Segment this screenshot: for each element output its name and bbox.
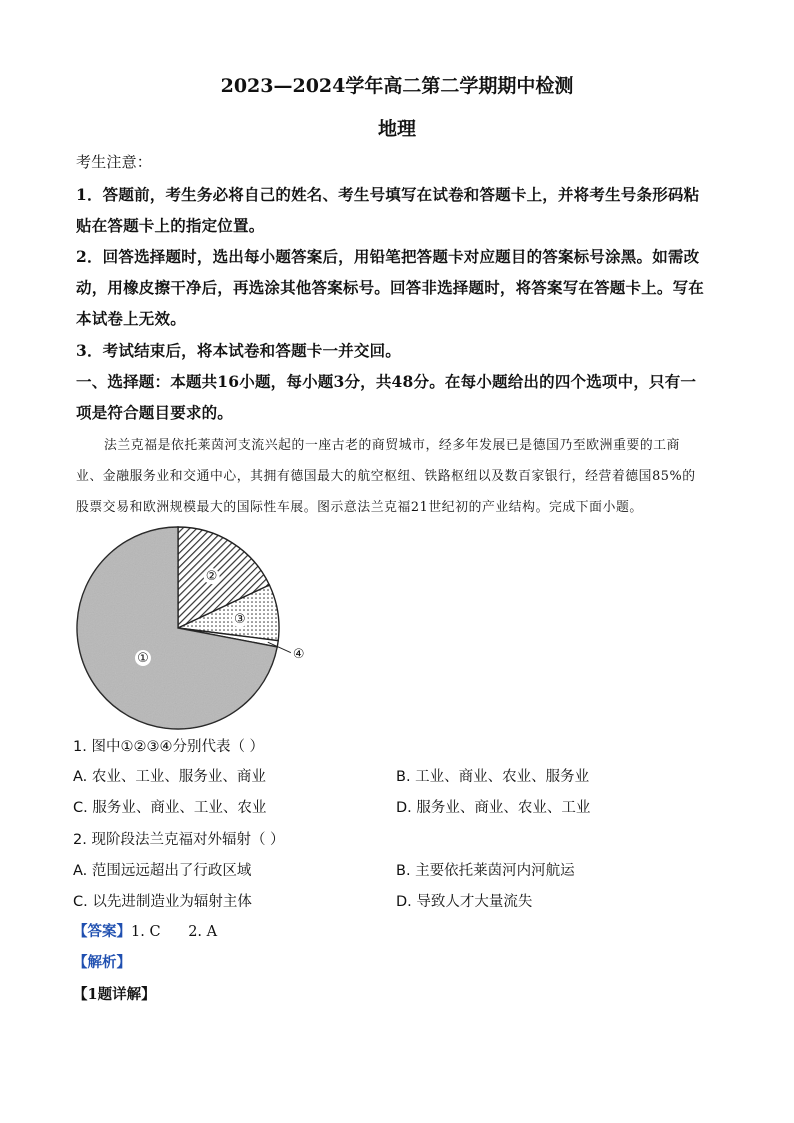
section-1-heading: 一、选择题：本题共16小题，每小题3分，共48分。在每小题给出的四个选项中，只有一 (76, 372, 697, 391)
page-title: 2023—2024学年高二第二学期期中检测 (220, 75, 574, 97)
passage-line-2: 业、金融服务业和交通中心，其拥有德国最大的航空枢纽、铁路枢纽以及数百家银行，经营着德国85%的 (76, 469, 696, 484)
question-1-stem: 1. 图中①②③④分别代表（ ） (73, 739, 265, 755)
question-2-stem: 2. 现阶段法兰克福对外辐射（ ） (73, 832, 285, 848)
notice-item-1-line-1: 1．答题前，考生务必将自己的姓名、考生号填写在试卷和答题卡上，并将考生号条形码粘 (76, 185, 700, 204)
notice-item-2-line-2: 动，用橡皮擦干净后，再选涂其他答案标号。回答非选择题时，将答案写在答题卡上。写在 (76, 278, 705, 297)
pie-label-2: ② (205, 569, 218, 585)
pie-chart (70, 520, 305, 730)
notice-item-2-line-1: 2．回答选择题时，选出每小题答案后，用铅笔把答题卡对应题目的答案标号涂黑。如需改 (76, 247, 700, 266)
question-1-option-a[interactable]: A. 农业、工业、服务业、商业 (73, 769, 266, 785)
passage-line-1: 法兰克福是依托莱茵河支流兴起的一座古老的商贸城市，经多年发展已是德国乃至欧洲重要的工商 (104, 438, 681, 453)
section-1-heading-cont: 项是符合题目要求的。 (76, 403, 234, 422)
question-1-option-b[interactable]: B. 工业、商业、农业、服务业 (396, 769, 590, 785)
question-1-option-c[interactable]: C. 服务业、商业、工业、农业 (73, 800, 267, 816)
notice-item-1-line-2: 贴在答题卡上的指定位置。 (76, 216, 265, 235)
notice-item-3: 3．考试结束后，将本试卷和答题卡一并交回。 (76, 341, 401, 360)
pie-label-3: ③ (234, 612, 246, 628)
question-2-option-d[interactable]: D. 导致人才大量流失 (396, 894, 533, 910)
question-2-option-a[interactable]: A. 范围远远超出了行政区域 (73, 863, 252, 879)
pie-label-4: ④ (292, 647, 305, 663)
passage-line-3: 股票交易和欧洲规模最大的国际性车展。图示意法兰克福21世纪初的产业结构。完成下面小题。 (76, 500, 643, 515)
detail-label: 【1题详解】 (73, 986, 156, 1003)
subject-title: 地理 (377, 118, 416, 140)
question-2-option-b[interactable]: B. 主要依托莱茵河内河航运 (396, 863, 575, 879)
notice-item-2-line-3: 本试卷上无效。 (76, 309, 186, 328)
question-1-option-d[interactable]: D. 服务业、商业、农业、工业 (396, 800, 591, 816)
answer-text: 1. C 2. A (131, 924, 218, 940)
notice-heading: 考生注意： (76, 153, 153, 171)
answer-label: 【答案】 (73, 923, 131, 940)
analysis-label: 【解析】 (73, 954, 131, 971)
answer-row (73, 920, 217, 941)
industry-structure-figure (70, 520, 305, 730)
question-2-option-c[interactable]: C. 以先进制造业为辐射主体 (73, 894, 252, 910)
pie-label-1: ① (137, 650, 149, 666)
